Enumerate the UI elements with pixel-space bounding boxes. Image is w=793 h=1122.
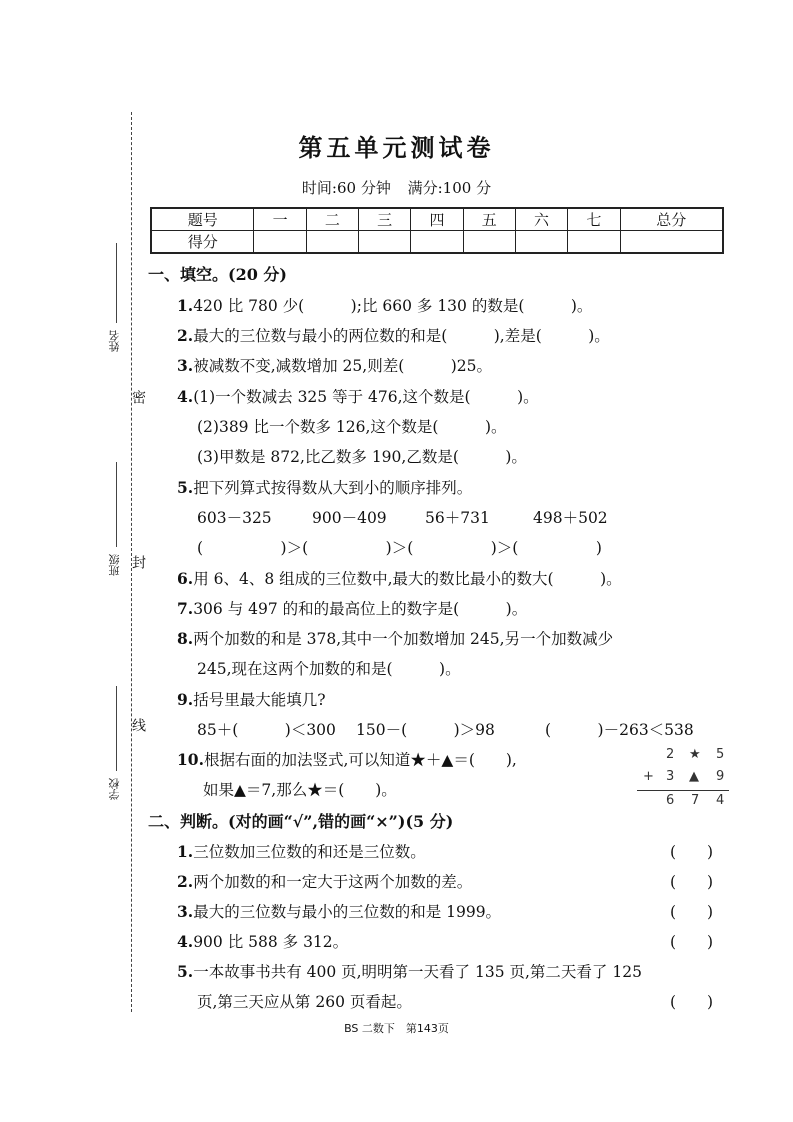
- answer-parentheses: ( ): [670, 843, 714, 861]
- question-number: 5.: [177, 962, 194, 981]
- section1-title: 一、填空。(20 分): [148, 265, 287, 284]
- class-underline: [116, 462, 117, 547]
- question-text: 被减数不变,减数增加 25,则差( )25。: [193, 357, 493, 375]
- time-limit: 时间:60 分钟: [301, 179, 391, 197]
- triangle-symbol: ▲: [689, 769, 699, 784]
- plus-sign: +: [643, 769, 654, 784]
- score-cell: [254, 231, 306, 254]
- name-underline: [116, 243, 117, 323]
- question-text: 用 6、4、8 组成的三位数中,最大的数比最小的数大( )。: [193, 570, 622, 588]
- score-header-cell: 五: [463, 208, 515, 231]
- judge-item: [177, 870, 472, 892]
- question-7: [177, 597, 527, 619]
- question-text: 两个加数的和一定大于这两个加数的差。: [193, 873, 473, 891]
- judge-item-continued: 页,第三天应从第 260 页看起。: [197, 993, 412, 1011]
- score-header-cell: 一: [254, 208, 306, 231]
- question-number: 2.: [177, 872, 194, 891]
- question-3: [177, 354, 492, 376]
- star-symbol: ★: [689, 747, 701, 762]
- school-label: 学校: [108, 778, 121, 800]
- question-number: 2.: [177, 326, 194, 345]
- question-4-sub2: (2)389 比一个数多 126,这个数是( )。: [197, 418, 507, 436]
- question-number: 3.: [177, 356, 194, 375]
- digit: 3: [666, 769, 675, 784]
- score-table: [150, 207, 724, 254]
- page-footer: BS 二数下 第143页: [344, 1022, 449, 1035]
- judge-item: [177, 840, 426, 862]
- seal-mi-char: 密: [130, 390, 146, 404]
- score-row-label: 得分: [151, 231, 254, 254]
- score-cell: [359, 231, 411, 254]
- seal-feng-char: 封: [130, 555, 146, 569]
- question-text: 最大的三位数与最小的两位数的和是( ),差是( )。: [193, 327, 610, 345]
- score-cell: [463, 231, 515, 254]
- question-text: 最大的三位数与最小的三位数的和是 1999。: [193, 903, 502, 921]
- section2-title: 二、判断。(对的画“√”,错的画“×”)(5 分): [148, 812, 454, 831]
- score-header-cell: 六: [515, 208, 567, 231]
- score-cell: [411, 231, 463, 254]
- question-text: (1)一个数减去 325 等于 476,这个数是( )。: [193, 388, 539, 406]
- digit: 6: [666, 793, 675, 808]
- judge-item: [177, 930, 348, 952]
- digit: 4: [716, 793, 725, 808]
- school-underline: [116, 686, 117, 771]
- inequality-item: 85＋( )＜300: [197, 721, 336, 739]
- full-score: 满分:100 分: [407, 179, 492, 197]
- question-9: [177, 688, 326, 710]
- seal-xian-char: 线: [130, 718, 146, 732]
- judge-item: [177, 900, 501, 922]
- judge-item: [177, 960, 642, 982]
- answer-parentheses: ( ): [670, 933, 714, 951]
- expression: 603－325: [197, 509, 272, 527]
- question-5: [177, 476, 472, 498]
- score-table-header-row: [151, 208, 723, 231]
- question-2: [177, 324, 610, 346]
- question-number: 5.: [177, 478, 194, 497]
- answer-parentheses: ( ): [670, 903, 714, 921]
- score-cell: [306, 231, 358, 254]
- digit: 2: [666, 747, 675, 762]
- inequality-item: ( )－263＜538: [545, 721, 694, 739]
- score-cell: [568, 231, 620, 254]
- name-label: 姓名: [108, 330, 121, 352]
- score-header-cell: 七: [568, 208, 620, 231]
- answer-parentheses: ( ): [670, 993, 714, 1011]
- page-title: 第五单元测试卷: [298, 133, 495, 162]
- score-header-cell: 四: [411, 208, 463, 231]
- question-10: [177, 748, 517, 770]
- inequality-item: 150－( )＞98: [356, 721, 495, 739]
- answer-parentheses: ( ): [670, 873, 714, 891]
- score-header-cell: 题号: [151, 208, 254, 231]
- question-10-continued: 如果▲＝7,那么★＝( )。: [203, 781, 397, 799]
- question-8-continued: 245,现在这两个加数的和是( )。: [197, 660, 461, 678]
- score-table-score-row: [151, 231, 723, 254]
- digit: 9: [716, 769, 725, 784]
- question-number: 3.: [177, 902, 194, 921]
- question-number: 4.: [177, 387, 194, 406]
- score-header-cell: 三: [359, 208, 411, 231]
- question-number: 6.: [177, 569, 194, 588]
- question-text: 把下列算式按得数从大到小的顺序排列。: [193, 479, 473, 497]
- question-4: [177, 385, 539, 407]
- question-number: 4.: [177, 932, 194, 951]
- question-number: 7.: [177, 599, 194, 618]
- exam-info: [0, 177, 793, 198]
- ordering-blanks: ( )＞( )＞( )＞( ): [197, 539, 602, 557]
- expression: 498＋502: [533, 509, 608, 527]
- score-header-cell: 二: [306, 208, 358, 231]
- expression: 900－409: [312, 509, 387, 527]
- question-number: 8.: [177, 629, 194, 648]
- score-cell: [620, 231, 723, 254]
- question-text: 根据右面的加法竖式,可以知道★＋▲＝( ),: [203, 751, 517, 769]
- score-cell: [515, 231, 567, 254]
- question-text: 306 与 497 的和的最高位上的数字是( )。: [193, 600, 528, 618]
- question-text: 两个加数的和是 378,其中一个加数增加 245,另一个加数减少: [193, 630, 614, 648]
- question-text: 900 比 588 多 312。: [193, 933, 349, 951]
- digit: 7: [691, 793, 700, 808]
- question-number: 1.: [177, 296, 194, 315]
- score-header-cell: 总分: [620, 208, 723, 231]
- expression: 56＋731: [425, 509, 490, 527]
- question-4-sub3: (3)甲数是 872,比乙数多 190,乙数是( )。: [197, 448, 527, 466]
- sum-line: [637, 790, 729, 791]
- question-number: 10.: [177, 750, 204, 769]
- question-number: 9.: [177, 690, 194, 709]
- question-6: [177, 567, 622, 589]
- question-1: [177, 294, 592, 316]
- question-text: 三位数加三位数的和还是三位数。: [193, 843, 426, 861]
- class-label: 班级: [108, 554, 121, 576]
- question-number: 1.: [177, 842, 194, 861]
- question-text: 一本故事书共有 400 页,明明第一天看了 135 页,第二天看了 125: [193, 963, 642, 981]
- question-8: [177, 627, 613, 649]
- question-text: 420 比 780 少( );比 660 多 130 的数是( )。: [193, 297, 593, 315]
- digit: 5: [716, 747, 725, 762]
- question-text: 括号里最大能填几?: [193, 691, 326, 709]
